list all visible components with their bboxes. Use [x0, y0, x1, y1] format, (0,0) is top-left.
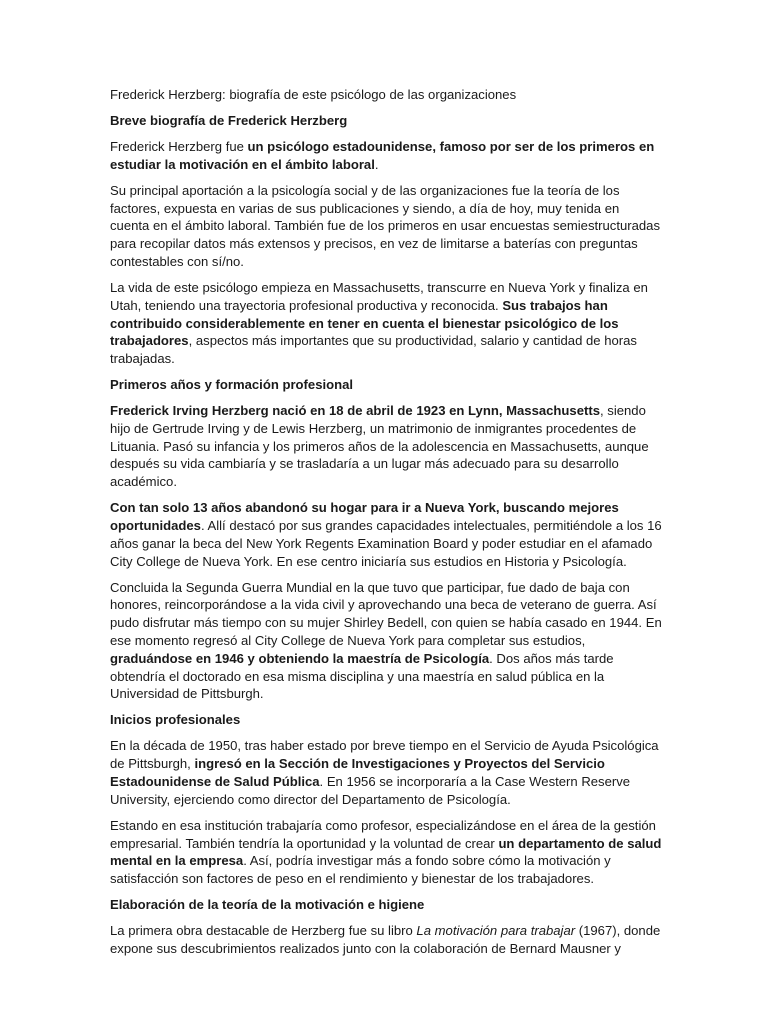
paragraph-text: . Allí destacó por sus grandes capacidades intelectuales, permitiéndole a los 16 años ganar la beca del New York Regents Examination Board y poder estudiar en el afamado City College de Nueva York. En ese centro iniciaría sus estudios en Historia y Psicología.	[110, 518, 662, 569]
paragraph-professor	[110, 817, 662, 888]
paragraph-text: . Dos años más tarde obtendría el doctorado en esa misma disciplina y una maestría en salud pública en la Universidad de Pittsburgh.	[110, 650, 614, 702]
paragraph-text: , siendo hijo de Gertrude Irving y de Lewis Herzberg, un matrimonio de inmigrantes procedentes de Lituania. Pasó su infancia y los primeros años de la adolescencia en Massachusetts, aunque después su vida cambiaría y se trasladaría a un lugar más adecuado para su desarrollo académico.	[110, 403, 649, 490]
bold-text: graduándose en 1946 y obteniendo la maestría de Psicología	[110, 650, 490, 666]
paragraph-text: Concluida la Segunda Guerra Mundial en la que tuvo que participar, fue dado de baja con honores, reincorporándose a la vida civil y aprovechando una beca de veterano de guerra. Así pudo disfrutar más tiempo con su mujer Shirley Bedell, con quien se había casado en 1944. En ese momento regresó al City College de Nueva York para completar sus estudios,	[110, 579, 662, 649]
paragraph-life	[110, 279, 662, 368]
paragraph-1950s	[110, 737, 662, 808]
paragraph-intro	[110, 138, 662, 174]
paragraph-text: . En 1956 se incorporaría a la Case Western Reserve University, ejerciendo como director del Departamento de Psicología.	[110, 773, 631, 807]
paragraph-new-york	[110, 499, 662, 570]
paragraph-text: , aspectos más importantes que su productividad, salario y cantidad de horas trabajadas.	[110, 333, 637, 367]
section-heading-biography: Breve biografía de Frederick Herzberg	[110, 112, 348, 128]
document-title: Frederick Herzberg: biografía de este psicólogo de las organizaciones	[110, 87, 517, 102]
document-page	[110, 86, 662, 966]
section-heading-career: Inicios profesionales	[110, 712, 241, 728]
paragraph-contribution: Su principal aportación a la psicología social y de las organizaciones fue la teoría de los factores, expuesta en varias de sus publicaciones y siendo, a día de hoy, muy tenida en cuenta en el ámbito laboral. También fue de los primeros en usar encuestas semiestructuradas para recopilar datos más extensos y precisos, en vez de limitarse a baterías con preguntas contestables con sí/no.	[110, 182, 660, 269]
paragraph-text: La vida de este psicólogo empieza en Massachusetts, transcurre en Nueva York y finaliza en Utah, teniendo una trayectoria profesional productiva y reconocida.	[110, 279, 648, 313]
section-heading-theory: Elaboración de la teoría de la motivación e higiene	[110, 897, 425, 913]
paragraph-text: Frederick Herzberg fue	[110, 138, 248, 154]
paragraph-text: .	[374, 156, 379, 172]
bold-text: un departamento de salud mental en la empresa	[110, 835, 662, 869]
paragraph-birth	[110, 402, 662, 491]
section-heading-early-years: Primeros años y formación profesional	[110, 377, 354, 393]
bold-text: un psicólogo estadounidense, famoso por ser de los primeros en estudiar la motivación en el ámbito laboral	[110, 138, 655, 172]
paragraph-text: (1967), donde expone sus descubrimientos realizados junto con la colaboración de Bernard Mausner y	[110, 923, 661, 956]
bold-text: Sus trabajos han contribuido considerablemente en tener en cuenta el bienestar psicológico de los trabajadores	[110, 297, 619, 349]
paragraph-text: En la década de 1950, tras haber estado por breve tiempo en el Servicio de Ayuda Psicológica de Pittsburgh,	[110, 738, 659, 772]
paragraph-text: La primera obra destacable de Herzberg fue su libro	[110, 923, 417, 939]
bold-text: ingresó en la Sección de Investigaciones y Proyectos del Servicio Estadounidense de Salud Pública	[110, 756, 605, 789]
paragraph-war	[110, 579, 662, 704]
bold-text: Frederick Irving Herzberg nació en 18 de abril de 1923 en Lynn, Massachusetts	[110, 403, 600, 419]
paragraph-text: Estando en esa institución trabajaría como profesor, especializándose en el área de la gestión empresarial. También tendría la oportunidad y la voluntad de crear	[110, 817, 656, 851]
paragraph-first-work	[110, 922, 662, 958]
paragraph-text: . Así, podría investigar más a fondo sobre cómo la motivación y satisfacción son factores de peso en el rendimiento y bienestar de los trabajadores.	[110, 853, 611, 887]
book-title: La motivación para trabajar	[416, 923, 576, 939]
bold-text: Con tan solo 13 años abandonó su hogar para ir a Nueva York, buscando mejores oportunidades	[110, 500, 619, 534]
